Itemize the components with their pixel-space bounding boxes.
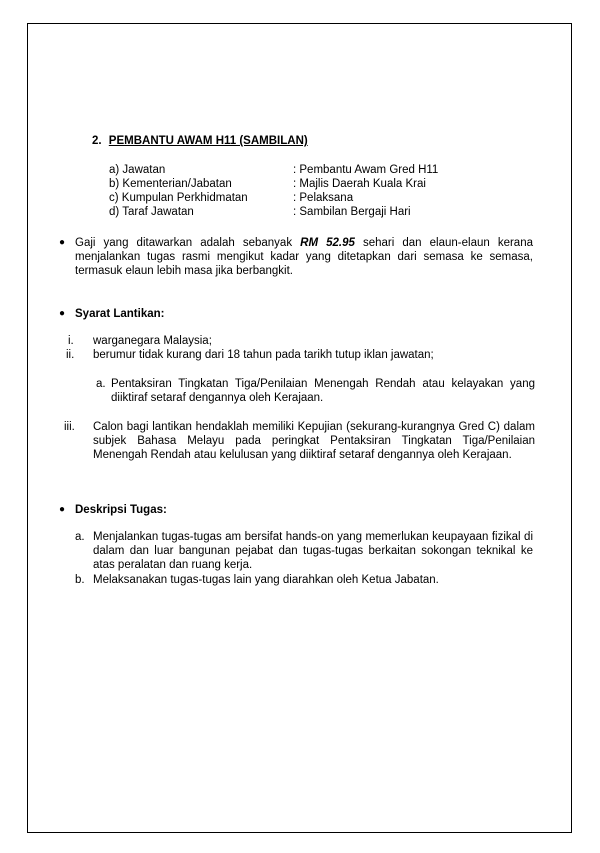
deskripsi-heading: Deskripsi Tugas: — [75, 504, 167, 516]
section-number: 2. — [92, 135, 102, 147]
section-title: PEMBANTU AWAM H11 (SAMBILAN) — [108, 135, 308, 147]
detail-value-kumpulan: : Pelaksana — [293, 192, 354, 204]
syarat-item-3: Calon bagi lantikan hendaklah memiliki Kepujian (sekurang-kurangnya Gred C) dalam subjek Bahasa Melayu pada peringkat Pentaksiran Tingkatan Tiga/Penilaian Menengah Rendah atau kelulusan yang diiktiraf setaraf dengannya oleh Kerajaan. — [93, 421, 535, 461]
bullet-icon: ● — [59, 237, 66, 248]
salary-paragraph — [75, 236, 533, 278]
section-heading — [92, 134, 308, 148]
syarat-item-1: warganegara Malaysia; — [93, 335, 212, 347]
salary-text-after: sehari dan elaun-elaun kerana menjalankan tugas rasmi mengikut kadar yang ditetapkan dari semasa ke semasa, termasuk elaun lebih masa jika berbangkit. — [75, 237, 533, 277]
detail-value-kementerian: : Majlis Daerah Kuala Krai — [293, 178, 426, 190]
deskripsi-item-b: Melaksanakan tugas-tugas lain yang diarahkan oleh Ketua Jabatan. — [93, 574, 439, 586]
salary-text-before: Gaji yang ditawarkan adalah sebanyak — [75, 237, 301, 249]
detail-value-taraf: : Sambilan Bergaji Hari — [293, 206, 411, 218]
syarat-item-2: berumur tidak kurang dari 18 tahun pada tarikh tutup iklan jawatan; — [93, 349, 434, 361]
salary-amount: RM 52.95 — [300, 237, 355, 249]
detail-label-jawatan: a) Jawatan — [109, 164, 166, 176]
detail-label-kumpulan: c) Kumpulan Perkhidmatan — [109, 192, 248, 204]
detail-value-jawatan: : Pembantu Awam Gred H11 — [293, 164, 439, 176]
bullet-icon: ● — [59, 504, 66, 515]
syarat-sub-marker: a. — [96, 378, 106, 390]
syarat-marker-2: ii. — [66, 349, 75, 361]
syarat-sub-text: Pentaksiran Tingkatan Tiga/Penilaian Menengah Rendah atau kelayakan yang diiktiraf setaraf dengannya oleh Kerajaan. — [111, 378, 535, 404]
deskripsi-item-a: Menjalankan tugas-tugas am bersifat hands-on yang memerlukan keupayaan fizikal di dalam dan luar bangunan pejabat dan tugas-tugas berkaitan sokongan teknikal ke atas peralatan dan ruang kerja. — [93, 531, 533, 571]
detail-label-taraf: d) Taraf Jawatan — [109, 206, 194, 218]
syarat-heading: Syarat Lantikan: — [75, 308, 165, 320]
deskripsi-marker-b: b. — [75, 574, 85, 586]
bullet-icon: ● — [59, 308, 66, 319]
syarat-marker-1: i. — [68, 335, 74, 347]
detail-label-kementerian: b) Kementerian/Jabatan — [109, 178, 232, 190]
deskripsi-marker-a: a. — [75, 531, 85, 543]
syarat-marker-3: iii. — [64, 421, 75, 433]
